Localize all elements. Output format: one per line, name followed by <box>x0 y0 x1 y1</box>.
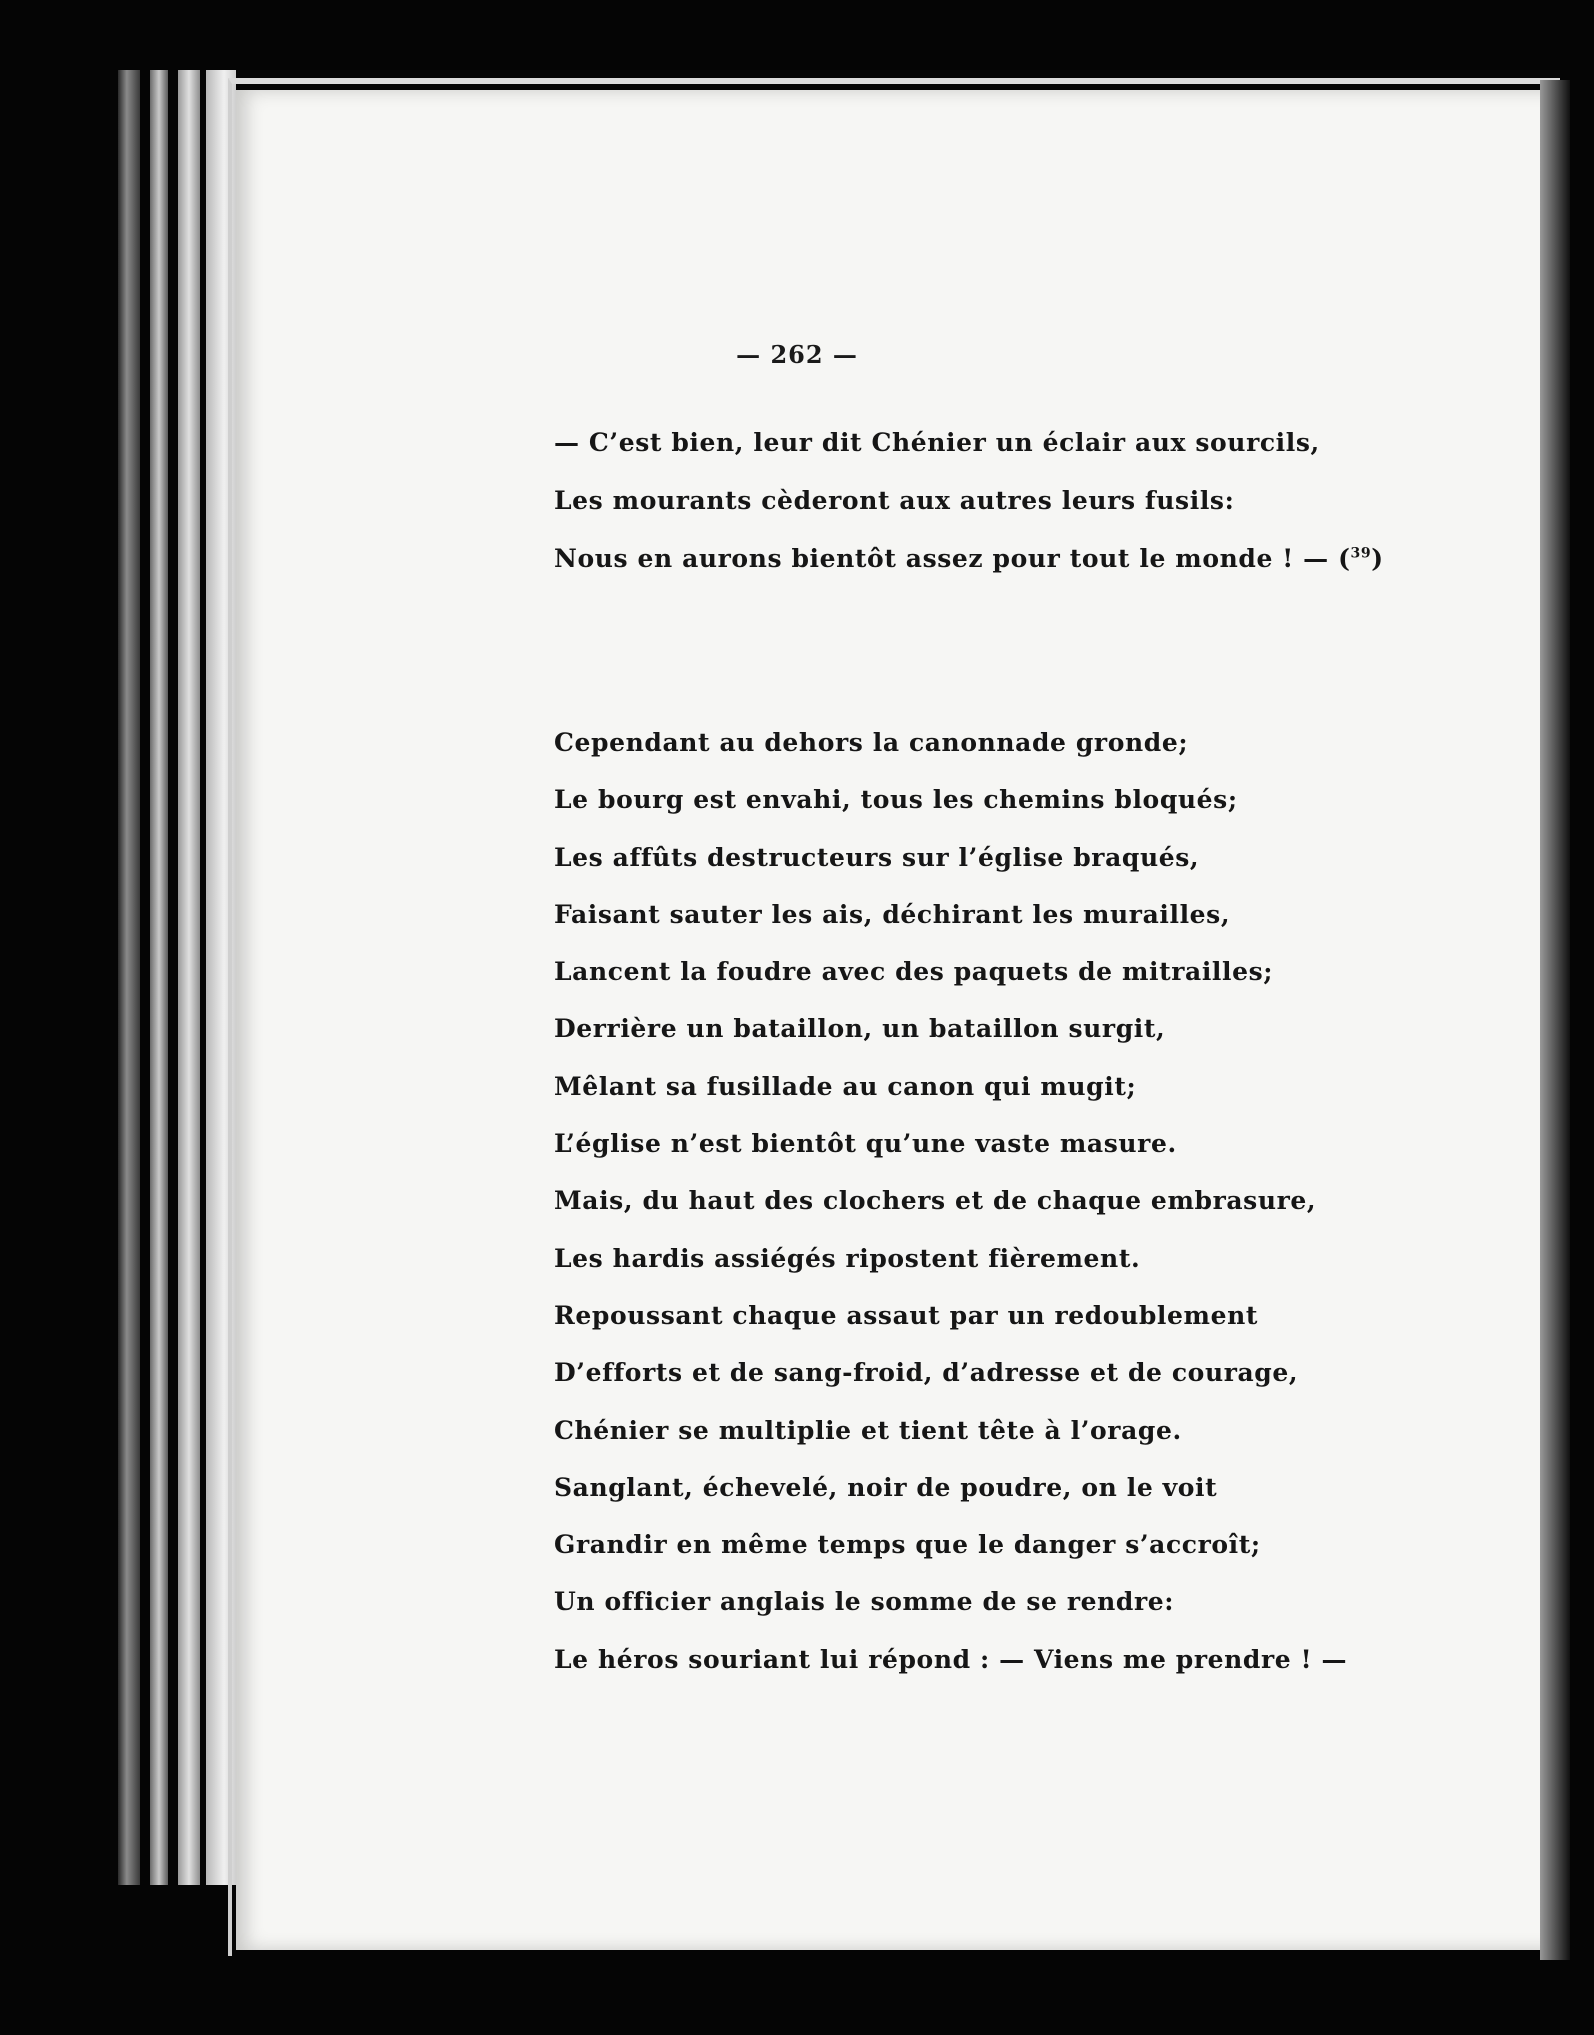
verse-line: Mêlant sa fusillade au canon qui mugit; <box>554 1071 1137 1101</box>
verse-line: Le héros souriant lui répond : — Viens me prendre ! — <box>554 1644 1348 1674</box>
page-number: — 262 — <box>736 340 858 369</box>
verse-line: D’efforts et de sang-froid, d’adresse et de courage, <box>554 1358 1299 1388</box>
stanza-1 <box>554 428 1384 602</box>
verse-line: Grandir en même temps que le danger s’accroît; <box>554 1530 1261 1560</box>
verse-line: Repoussant chaque assaut par un redoublement <box>554 1300 1259 1330</box>
verse-line: Les hardis assiégés ripostent fièrement. <box>554 1243 1141 1273</box>
footnote-reference: 39 <box>1350 545 1372 562</box>
footnote-close: ) <box>1371 544 1384 573</box>
stanza-2 <box>554 728 1347 1702</box>
verse-line: Les affûts destructeurs sur l’église braqués, <box>554 842 1200 872</box>
verse-line: Faisant sauter les ais, déchirant les murailles, <box>554 899 1231 929</box>
verse-line: Lancent la foudre avec des paquets de mitrailles; <box>554 957 1274 987</box>
verse-line: Sanglant, échevelé, noir de poudre, on le voit <box>554 1472 1218 1502</box>
verse-line-text: Nous en aurons bientôt assez pour tout le monde ! — ( <box>554 544 1351 573</box>
verse-line <box>554 544 1384 602</box>
verse-line: — C’est bien, leur dit Chénier un éclair aux sourcils, <box>554 428 1320 457</box>
verse-line: Chénier se multiplie et tient tête à l’orage. <box>554 1415 1182 1445</box>
verse-line: Mais, du haut des clochers et de chaque embrasure, <box>554 1186 1317 1216</box>
verse-line: Cependant au dehors la canonnade gronde; <box>554 728 1189 757</box>
verse-line: Derrière un bataillon, un bataillon surgit, <box>554 1014 1166 1044</box>
verse-line: Les mourants cèderont aux autres leurs fusils: <box>554 486 1235 515</box>
verse-line: L’église n’est bientôt qu’une vaste masure. <box>554 1129 1177 1159</box>
verse-line: Le bourg est envahi, tous les chemins bloqués; <box>554 785 1238 815</box>
verse-line: Un officier anglais le somme de se rendre: <box>554 1587 1175 1617</box>
